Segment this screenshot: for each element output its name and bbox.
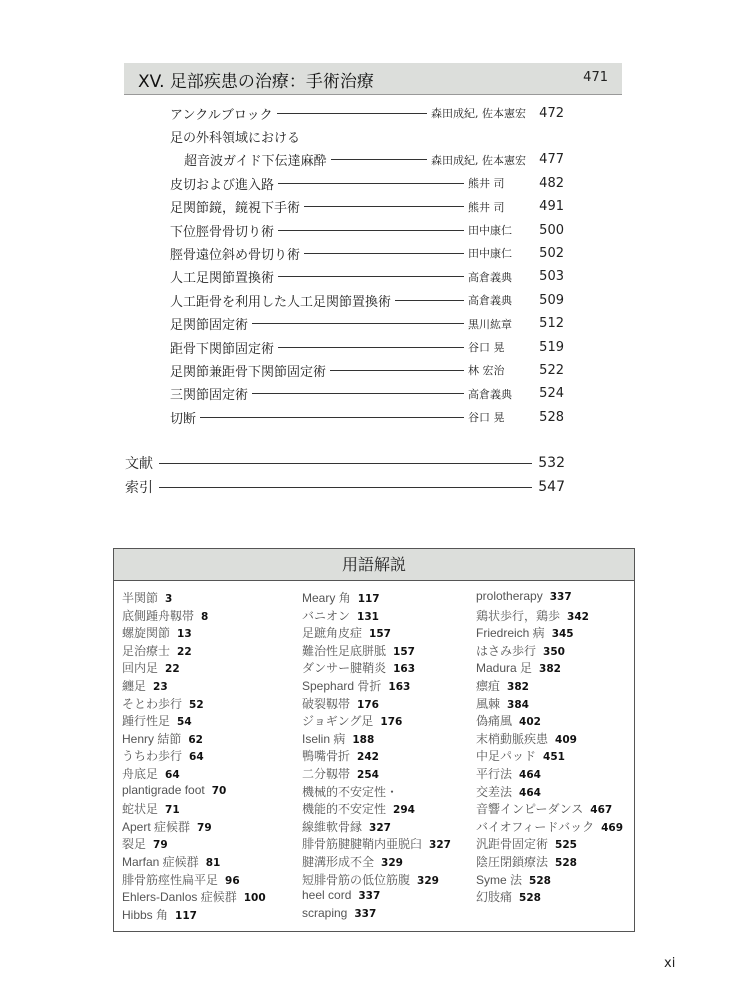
- glossary-term: scraping: [302, 905, 348, 920]
- glossary-page: 337: [354, 907, 377, 920]
- entry-title: 超音波ガイド下伝達麻酔: [184, 154, 327, 170]
- page-number: xi: [664, 956, 676, 971]
- entry-author: 田中康仁: [468, 247, 512, 261]
- glossary-term: 裂足: [122, 837, 147, 852]
- entry-page: 509: [539, 292, 564, 308]
- glossary-item: [476, 888, 623, 906]
- glossary-page: 62: [188, 733, 203, 746]
- glossary-title: 用語解説: [114, 549, 634, 581]
- glossary-term: 回内足: [122, 661, 159, 676]
- glossary-page: 157: [393, 645, 415, 658]
- glossary-page: 163: [393, 663, 416, 676]
- leader-line: [331, 159, 427, 160]
- glossary-box: [113, 548, 635, 932]
- entry-author: 黒川紘章: [468, 317, 512, 331]
- entry-author: 高倉義典: [468, 387, 512, 401]
- glossary-term: はさみ歩行: [476, 643, 537, 658]
- glossary-term: 偽痛風: [476, 714, 513, 729]
- glossary-page: 13: [177, 628, 192, 641]
- leader-line: [278, 347, 464, 348]
- entry-title: 人工距骨を利用した人工足関節置換術: [170, 294, 392, 310]
- glossary-page: 71: [165, 804, 180, 817]
- entry-title: 三関節固定術: [170, 388, 249, 404]
- leader-line: [252, 323, 464, 324]
- glossary-term: 底側踵舟靱帯: [122, 608, 195, 623]
- toc-entry[interactable]: [170, 243, 564, 263]
- chapter-title: XV. 足部疾患の治療：手術治療: [138, 72, 374, 92]
- glossary-term: 腓骨筋腱腱鞘内亜脱臼: [302, 837, 423, 852]
- glossary-page: 350: [543, 645, 565, 658]
- glossary-term: plantigrade foot: [122, 782, 205, 797]
- glossary-term: バイオフィードバック: [476, 819, 595, 834]
- glossary-page: 8: [201, 610, 209, 623]
- glossary-item: [476, 835, 623, 853]
- entry-title: 脛骨遠位斜め骨切り術: [170, 247, 301, 263]
- glossary-page: 327: [369, 821, 391, 834]
- glossary-item: [476, 818, 623, 836]
- glossary-item: [122, 624, 266, 642]
- glossary-item: [122, 853, 266, 871]
- toc-entry[interactable]: [170, 407, 564, 427]
- glossary-page: 464: [519, 768, 541, 781]
- glossary-item: [302, 695, 451, 713]
- glossary-term: Syme 法: [476, 872, 523, 887]
- glossary-term: 線維軟骨縁: [302, 819, 363, 834]
- glossary-item: [302, 765, 451, 783]
- glossary-term: 腱溝形成不全: [302, 854, 375, 869]
- entry-title: 足関節固定術: [170, 318, 249, 334]
- toc-entry[interactable]: [170, 103, 564, 123]
- glossary-item: [302, 659, 451, 677]
- glossary-term: そとわ歩行: [122, 696, 183, 711]
- toc-entry[interactable]: [170, 384, 564, 404]
- toc-entry[interactable]: [170, 197, 564, 217]
- entry-author: 高倉義典: [468, 294, 512, 308]
- entry-author: 谷口 晃: [468, 341, 505, 354]
- glossary-item: [122, 659, 266, 677]
- glossary-column: [302, 589, 451, 923]
- entry-title: 文献: [125, 456, 153, 472]
- glossary-page: 525: [555, 839, 577, 852]
- glossary-item: [302, 712, 451, 730]
- glossary-page: 294: [393, 804, 415, 817]
- glossary-term: 纏足: [122, 678, 147, 693]
- glossary-term: うちわ歩行: [122, 749, 183, 764]
- entry-title: 距骨下関節固定術: [170, 341, 275, 357]
- glossary-item: [122, 800, 266, 818]
- glossary-page: 70: [211, 784, 227, 797]
- glossary-item: [122, 818, 266, 836]
- glossary-page: 384: [507, 698, 529, 711]
- glossary-item: [476, 783, 623, 801]
- glossary-page: 22: [165, 663, 180, 676]
- entry-title: 人工足関節置換術: [170, 271, 275, 287]
- leader-line: [304, 253, 464, 254]
- glossary-term: Madura 足: [476, 661, 533, 676]
- glossary-item: [476, 589, 623, 607]
- entry-page: 477: [539, 152, 564, 168]
- leader-line: [278, 230, 464, 231]
- toc-entry[interactable]: [170, 126, 564, 146]
- glossary-term: 風棘: [476, 696, 501, 711]
- glossary-item: [302, 888, 451, 906]
- glossary-term: 平行法: [476, 766, 513, 781]
- glossary-page: 327: [429, 839, 451, 852]
- glossary-page: 79: [197, 821, 212, 834]
- glossary-item: [302, 607, 451, 625]
- entry-author: 熊井 司: [468, 177, 505, 191]
- entry-title: 皮切および進入路: [170, 177, 275, 193]
- glossary-term: 螺旋関節: [122, 626, 171, 641]
- glossary-page: 117: [175, 909, 197, 922]
- entry-title: 索引: [125, 480, 153, 496]
- glossary-term: ダンサー腱鞘炎: [302, 661, 387, 676]
- glossary-page: 100: [243, 892, 266, 905]
- entry-author: 森田成紀, 佐本憲宏: [431, 107, 526, 120]
- entry-title: 足関節鏡，鏡視下手術: [170, 201, 301, 217]
- glossary-item: [476, 765, 623, 783]
- entry-author: 森田成紀, 佐本憲宏: [431, 153, 526, 167]
- glossary-page: 176: [357, 698, 379, 711]
- glossary-page: 54: [177, 716, 192, 729]
- glossary-term: 機械的不安定性・: [302, 784, 399, 799]
- glossary-item: [122, 888, 266, 906]
- glossary-page: 451: [543, 751, 565, 764]
- glossary-page: 329: [417, 874, 439, 887]
- glossary-term: 舟底足: [122, 766, 159, 781]
- glossary-item: [122, 677, 266, 695]
- glossary-page: 117: [357, 593, 380, 605]
- chapter-header: [124, 63, 622, 95]
- glossary-page: 131: [357, 610, 379, 623]
- glossary-column: [122, 589, 266, 923]
- glossary-page: 342: [567, 610, 589, 623]
- toc-entry[interactable]: [170, 220, 564, 240]
- leader-line: [252, 393, 464, 394]
- glossary-item: [302, 906, 451, 924]
- glossary-item: [302, 853, 451, 871]
- glossary-page: 81: [205, 856, 221, 869]
- glossary-item: [122, 783, 266, 801]
- glossary-item: [302, 800, 451, 818]
- glossary-page: 329: [381, 856, 403, 869]
- glossary-item: [476, 607, 623, 625]
- entry-title: 足の外科領域における: [170, 130, 301, 146]
- glossary-page: 528: [519, 892, 541, 905]
- entry-page: 547: [538, 479, 565, 495]
- glossary-term: Friedreich 病: [476, 626, 545, 641]
- entry-author: 谷口 晃: [468, 411, 505, 425]
- glossary-item: [302, 747, 451, 765]
- glossary-term: 鶏状歩行，鶏歩: [476, 608, 561, 623]
- glossary-term: Apert 症候群: [122, 819, 191, 834]
- glossary-column: [476, 589, 623, 906]
- glossary-page: 64: [189, 751, 204, 764]
- glossary-item: [476, 730, 623, 748]
- glossary-term: 幻肢痛: [476, 890, 513, 905]
- glossary-page: 79: [153, 839, 168, 852]
- leader-line: [330, 370, 464, 371]
- toc-entry[interactable]: [184, 150, 564, 170]
- glossary-item: [302, 642, 451, 660]
- glossary-page: 22: [177, 645, 192, 658]
- entry-page: 519: [539, 339, 564, 355]
- glossary-term: heel cord: [302, 888, 352, 903]
- glossary-page: 467: [590, 804, 613, 817]
- toc-entry[interactable]: [170, 360, 564, 380]
- glossary-item: [476, 853, 623, 871]
- glossary-page: 157: [369, 628, 391, 641]
- toc-entry[interactable]: [170, 290, 564, 310]
- toc-entry[interactable]: [170, 267, 564, 287]
- glossary-item: [476, 712, 623, 730]
- glossary-term: 陰圧閉鎖療法: [476, 854, 549, 869]
- entry-title: アンクルブロック: [170, 107, 273, 123]
- toc-entry[interactable]: [170, 314, 564, 334]
- glossary-page: 337: [358, 890, 381, 903]
- glossary-term: バニオン: [302, 608, 351, 623]
- glossary-page: 3: [165, 593, 173, 605]
- glossary-term: 交差法: [476, 784, 513, 799]
- glossary-term: 鴨嘴骨折: [302, 749, 351, 764]
- glossary-term: Iselin 病: [302, 731, 346, 746]
- glossary-item: [122, 871, 266, 889]
- entry-page: 524: [539, 386, 564, 402]
- glossary-item: [476, 659, 623, 677]
- entry-page: 472: [539, 105, 564, 121]
- glossary-item: [302, 730, 451, 748]
- glossary-term: 中足パッド: [476, 749, 537, 764]
- entry-page: 482: [539, 175, 564, 191]
- toc-entry[interactable]: [170, 337, 564, 357]
- glossary-term: 腓骨筋痙性扁平足: [122, 872, 219, 887]
- leader-line: [304, 206, 464, 207]
- leader-line: [277, 113, 427, 114]
- toc-back-entry[interactable]: [125, 452, 565, 474]
- glossary-page: 528: [529, 874, 551, 887]
- entry-page: 503: [539, 269, 564, 285]
- entry-page: 522: [539, 362, 564, 378]
- glossary-page: 52: [189, 698, 204, 711]
- entry-title: 足関節兼距骨下関節固定術: [170, 364, 327, 380]
- glossary-item: [122, 642, 266, 660]
- glossary-item: [122, 747, 266, 765]
- glossary-term: 末梢動脈疾患: [476, 731, 549, 746]
- glossary-item: [302, 818, 451, 836]
- leader-line: [159, 487, 532, 488]
- glossary-page: 96: [225, 874, 240, 887]
- entry-page: 512: [539, 316, 564, 332]
- glossary-term: Marfan 症候群: [122, 854, 199, 869]
- entry-page: 528: [539, 409, 564, 425]
- entry-author: 高倉義典: [468, 270, 512, 284]
- glossary-term: Hibbs 角: [122, 907, 169, 922]
- glossary-item: [476, 695, 623, 713]
- entry-author: 田中康仁: [468, 224, 512, 237]
- glossary-page: 254: [357, 768, 379, 781]
- glossary-page: 345: [551, 628, 574, 641]
- leader-line: [159, 463, 532, 464]
- glossary-term: 足治療士: [122, 643, 171, 658]
- glossary-page: 163: [388, 680, 411, 693]
- glossary-page: 242: [357, 751, 379, 764]
- glossary-term: 難治性足底胼胝: [302, 643, 387, 658]
- leader-line: [278, 276, 464, 277]
- glossary-term: 二分靱帯: [302, 766, 351, 781]
- glossary-page: 528: [555, 856, 577, 869]
- glossary-page: 469: [601, 821, 624, 834]
- leader-line: [200, 417, 464, 418]
- glossary-term: Meary 角: [302, 591, 351, 605]
- glossary-term: 汎距骨固定術: [476, 837, 549, 852]
- glossary-page: 188: [352, 733, 375, 746]
- glossary-term: 音響インピーダンス: [476, 802, 584, 817]
- glossary-item: [476, 800, 623, 818]
- chapter-page: 471: [583, 70, 608, 85]
- glossary-item: [122, 730, 266, 748]
- glossary-term: 蛇状足: [122, 802, 159, 817]
- glossary-term: 短腓骨筋の低位筋腹: [302, 872, 411, 887]
- toc-back-entry[interactable]: [125, 476, 565, 498]
- glossary-page: 64: [165, 768, 180, 781]
- glossary-item: [302, 677, 451, 695]
- glossary-item: [476, 747, 623, 765]
- glossary-page: 176: [380, 716, 403, 729]
- glossary-page: 23: [153, 680, 168, 693]
- entry-title: 切断: [170, 411, 197, 427]
- glossary-term: Ehlers-Danlos 症候群: [122, 890, 237, 905]
- entry-author: 熊井 司: [468, 200, 505, 214]
- entry-page: 491: [539, 199, 564, 215]
- glossary-item: [122, 835, 266, 853]
- glossary-term: 機能的不安定性: [302, 802, 387, 817]
- glossary-item: [476, 871, 623, 889]
- leader-line: [395, 300, 464, 301]
- entry-page: 502: [539, 245, 564, 261]
- entry-page: 532: [538, 455, 565, 471]
- glossary-item: [122, 589, 266, 607]
- glossary-item: [302, 835, 451, 853]
- glossary-page: 337: [549, 591, 572, 603]
- glossary-term: Spephard 骨折: [302, 678, 382, 693]
- glossary-page: 382: [539, 663, 561, 676]
- glossary-item: [476, 677, 623, 695]
- glossary-item: [122, 712, 266, 730]
- glossary-item: [122, 607, 266, 625]
- glossary-item: [122, 765, 266, 783]
- leader-line: [278, 183, 464, 184]
- glossary-term: prolotherapy: [476, 589, 543, 603]
- glossary-item: [476, 624, 623, 642]
- glossary-item: [302, 624, 451, 642]
- glossary-page: 464: [519, 786, 541, 799]
- entry-author: 林 宏治: [468, 364, 505, 378]
- glossary-item: [302, 871, 451, 889]
- glossary-term: 足蹠角皮症: [302, 626, 363, 641]
- glossary-page: 382: [507, 680, 529, 693]
- glossary-item: [302, 589, 451, 607]
- glossary-term: 破裂靱帯: [302, 696, 351, 711]
- entry-title: 下位脛骨骨切り術: [170, 224, 275, 240]
- glossary-item: [476, 642, 623, 660]
- entry-page: 500: [539, 222, 564, 238]
- glossary-page: 402: [519, 716, 541, 729]
- glossary-item: [122, 695, 266, 713]
- glossary-term: Henry 結節: [122, 731, 182, 746]
- glossary-term: ジョギング足: [302, 714, 374, 729]
- glossary-term: 半関節: [122, 591, 159, 605]
- glossary-term: 踵行性足: [122, 714, 171, 729]
- glossary-page: 409: [555, 733, 577, 746]
- glossary-item: [122, 906, 266, 924]
- glossary-term: 瘭疽: [476, 678, 501, 693]
- glossary-item: [302, 783, 451, 801]
- toc-entry[interactable]: [170, 173, 564, 193]
